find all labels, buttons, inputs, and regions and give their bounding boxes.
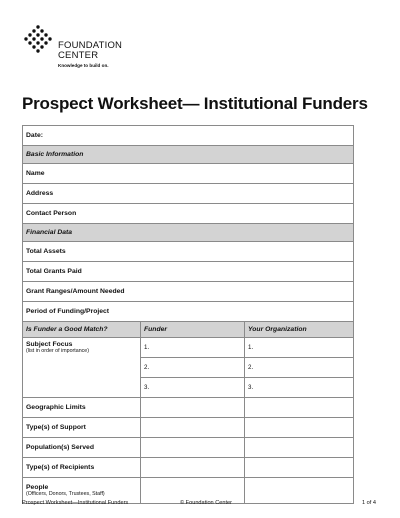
org-subject-1-cell[interactable]: 1. (245, 338, 354, 358)
section-title: Financial Data (23, 224, 354, 242)
funder-column-header: Funder (141, 322, 245, 338)
table-row (23, 438, 354, 458)
logo-name-line2: CENTER (58, 50, 99, 61)
subject-focus-label (23, 338, 141, 398)
table-row (23, 398, 354, 418)
people-title: People (26, 484, 49, 491)
table-row (23, 418, 354, 438)
funder-recipients-cell[interactable] (141, 458, 245, 478)
people-note: (Officers, Donors, Trustees, Staff) (26, 491, 105, 497)
geographic-limits-label: Geographic Limits (23, 398, 141, 418)
table-row (23, 302, 354, 322)
grant-ranges-field[interactable]: Grant Ranges/Amount Needed (23, 282, 354, 302)
footer-title: Prospect Worksheet—Institutional Funders (22, 500, 129, 506)
org-recipients-cell[interactable] (245, 458, 354, 478)
types-of-recipients-label: Type(s) of Recipients (23, 458, 141, 478)
section-header-basic (23, 146, 354, 164)
org-support-cell[interactable] (245, 418, 354, 438)
address-field[interactable]: Address (23, 184, 354, 204)
period-of-funding-field[interactable]: Period of Funding/Project (23, 302, 354, 322)
logo-tagline: Knowledge to build on. (58, 63, 109, 68)
total-assets-field[interactable]: Total Assets (23, 242, 354, 262)
table-row (23, 184, 354, 204)
section-header-financial (23, 224, 354, 242)
table-row (23, 204, 354, 224)
logo-name-line1: FOUNDATION (58, 40, 123, 51)
funder-subject-2-cell[interactable]: 2. (141, 358, 245, 378)
subject-focus-note: (list in order of importance) (26, 348, 89, 354)
types-of-support-label: Type(s) of Support (23, 418, 141, 438)
name-field[interactable]: Name (23, 164, 354, 184)
contact-person-field[interactable]: Contact Person (23, 204, 354, 224)
funder-subject-3-cell[interactable]: 3. (141, 378, 245, 398)
match-header-row (23, 322, 354, 338)
table-row (23, 282, 354, 302)
match-question-header: Is Funder a Good Match? (23, 322, 141, 338)
org-subject-2-cell[interactable]: 2. (245, 358, 354, 378)
funder-subject-1-cell[interactable]: 1. (141, 338, 245, 358)
populations-served-label: Population(s) Served (23, 438, 141, 458)
prospect-worksheet-table (22, 125, 354, 504)
table-row (23, 458, 354, 478)
org-subject-3-cell[interactable]: 3. (245, 378, 354, 398)
footer-copyright: © Foundation Center (180, 500, 233, 506)
page-number: 1 of 4 (362, 500, 376, 506)
diamond-dots-icon (22, 24, 56, 58)
org-people-cell[interactable] (245, 478, 354, 504)
funder-population-cell[interactable] (141, 438, 245, 458)
date-row (23, 126, 354, 146)
table-row (23, 164, 354, 184)
logo-wordmark (58, 41, 122, 61)
table-row (23, 242, 354, 262)
section-title: Basic Information (23, 146, 354, 164)
funder-support-cell[interactable] (141, 418, 245, 438)
your-organization-column-header: Your Organization (245, 322, 354, 338)
org-population-cell[interactable] (245, 438, 354, 458)
org-geographic-cell[interactable] (245, 398, 354, 418)
foundation-center-logo (22, 24, 172, 74)
page-title: Prospect Worksheet— Institutional Funders (22, 94, 368, 113)
table-row (23, 338, 354, 358)
funder-geographic-cell[interactable] (141, 398, 245, 418)
total-grants-paid-field[interactable]: Total Grants Paid (23, 262, 354, 282)
table-row (23, 262, 354, 282)
subject-focus-title: Subject Focus (26, 341, 73, 348)
date-field[interactable]: Date: (23, 126, 354, 146)
